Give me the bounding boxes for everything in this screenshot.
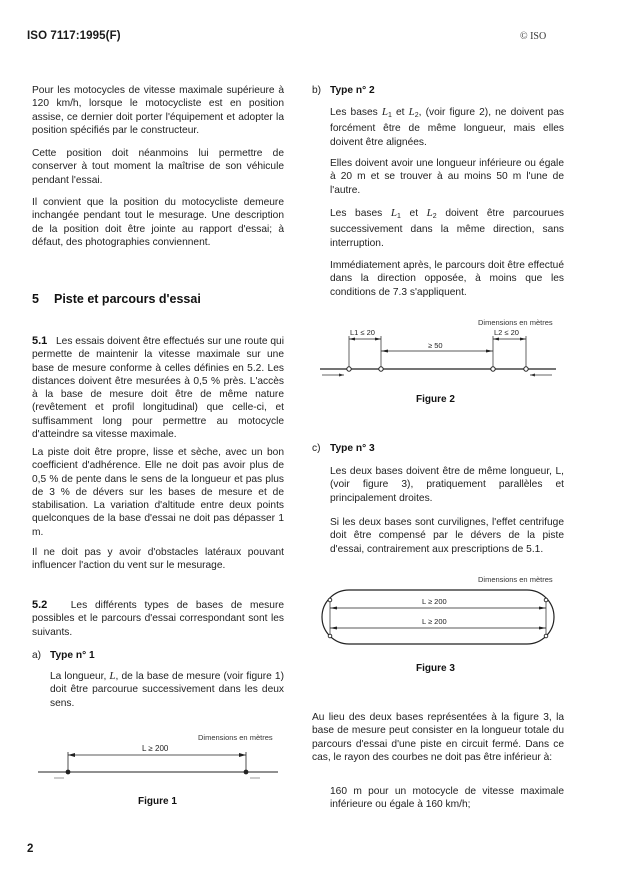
type3-paragraph-2: Si les deux bases sont curvilignes, l'effet centrifuge doit être compensé par le dévers de la piste d'essai, contrairement aux prescriptions de 5.1. (330, 517, 564, 555)
type2-paragraph-3 (330, 207, 564, 250)
type3-paragraph-1: Les deux bases doivent être de même longueur, L, (voir figure 3), pratiquement parallèles et principalement droites. (330, 466, 564, 504)
type2-paragraph-2: Elles doivent avoir une longueur inférieure ou égale à 20 m et se trouver à au moins 50 m l'une de l'autre. (330, 158, 564, 196)
figure2-caption: Figure 2 (416, 394, 455, 405)
type2-paragraph-4: Immédiatement après, le parcours doit être effectué dans la direction opposée, à moins que les conditions de 7.3 s'appliquent. (330, 260, 564, 298)
type2-p1-text-a: Les bases (330, 107, 382, 118)
type1-label: a) (32, 650, 42, 661)
document-id: ISO 7117:1995(F) (27, 30, 121, 42)
copyright-mark: © ISO (520, 31, 547, 42)
figure2-label-L2: L2 ≤ 20 (494, 328, 519, 337)
figure3-dimension-note: Dimensions en mètres (478, 575, 553, 584)
clause-5-2-paragraph (32, 599, 284, 639)
type1-title: Type n° 1 (50, 650, 95, 661)
figure1-diagram (30, 740, 290, 790)
page-number: 2 (27, 843, 34, 855)
type2-p3-text-b: et (400, 208, 427, 219)
var-L: L (109, 670, 116, 682)
figure2-label-gap: ≥ 50 (428, 341, 443, 350)
type3-title: Type n° 3 (330, 443, 375, 454)
figure3-diagram (318, 588, 568, 648)
type2-title: Type n° 2 (330, 85, 375, 96)
figure2-dimension-note: Dimensions en mètres (478, 318, 553, 327)
section-title: Piste et parcours d'essai (54, 292, 201, 306)
clause-5-1-paragraph-2: La piste doit être propre, lisse et sèche, avec un bon coefficient d'adhérence. Elle ne doit pas avoir plus de 0,5 % de pente dans le sens de la longueur et pas plus de 3 % de dévers sur les bases de mesure et de stabilisation. La variation d'altitude entre deux points quelconques de la base d'essai ne doit pas dépasser 1 m. (32, 447, 284, 538)
intro-paragraph-3: Il convient que la position du motocycliste demeure inchangée pendant tout le mesurage. Une description de la position doit être jointe au rapport d'essai; à défaut, des photographies conviennent. (32, 197, 284, 248)
clause-5-1-paragraph-3: Il ne doit pas y avoir d'obstacles latéraux pouvant influencer l'action du vent sur le mesurage. (32, 547, 284, 572)
figure1-caption: Figure 1 (138, 796, 177, 807)
section-heading (32, 292, 201, 306)
var-L2: L (408, 106, 415, 118)
subscript-1: 1 (397, 213, 401, 220)
type2-p3-text-c: doivent être parcourues successivement dans la même direction, sans interruption. (330, 208, 564, 249)
clause-number-5-1: 5.1 (32, 335, 48, 347)
clause-number-5-2: 5.2 (32, 599, 48, 611)
type2-p3-text-a: Les bases (330, 208, 391, 219)
closing-list-item-1: 160 m pour un motocycle de vitesse maximale inférieure ou égale à 160 km/h; (330, 786, 564, 811)
type2-label: b) (312, 85, 322, 96)
var-L1: L (390, 207, 397, 219)
var-L2: L (426, 207, 433, 219)
figure3-caption: Figure 3 (416, 663, 455, 674)
figure3-label-top: L ≥ 200 (422, 597, 447, 606)
type2-p1-text-c: , (voir figure 2), ne doivent pas forcément être de même longueur, mais elles doivent être alignées. (330, 107, 564, 148)
figure1-dimension-label: L ≥ 200 (142, 744, 169, 753)
intro-paragraph-2: Cette position doit néanmoins lui permettre de conserver à tout moment la maîtrise de son véhicule pendant l'essai. (32, 148, 284, 186)
figure2-label-L1: L1 ≤ 20 (350, 328, 375, 337)
type1-text-a: La longueur, (50, 671, 110, 682)
clause-5-1-paragraph (32, 335, 284, 441)
type1-paragraph (50, 670, 284, 710)
subscript-2: 2 (432, 213, 437, 220)
var-L1: L (381, 106, 388, 118)
type3-label: c) (312, 443, 321, 454)
type1-text-b: , de la base de mesure (voir figure 1) doit être parcourue successivement dans les deux sens. (50, 671, 284, 709)
closing-paragraph: Au lieu des deux bases représentées à la figure 3, la base de mesure peut consister en la longueur totale du parcours d'essai d'une piste en circuit fermé. Dans ce cas, le rayon des courbes ne doit pas être inférieur à: (312, 712, 564, 763)
intro-paragraph-1: Pour les motocycles de vitesse maximale supérieure à 120 km/h, lorsque le motocycliste est en position assise, ce dernier doit porter l'équipement et adopter la position spécifiés par le constructeur. (32, 85, 284, 136)
section-number: 5 (32, 292, 39, 306)
subscript-1: 1 (387, 112, 392, 119)
figure2-diagram (316, 326, 576, 382)
type2-paragraph-1 (330, 106, 564, 149)
figure1-dimension-note: Dimensions en mètres (198, 733, 273, 742)
clause-5-2-text: Les différents types de bases de mesure possibles et le parcours d'essai correspondant sont les suivants. (32, 600, 284, 638)
figure3-label-bottom: L ≥ 200 (422, 617, 447, 626)
type2-p1-text-b: et (391, 107, 409, 118)
clause-5-1-text: Les essais doivent être effectués sur une route qui permette de maintenir la vitesse maximale sur une base de mesure conforme à celles définies en 5.2. Les distances doivent être mesurées à 0,5 % près. L'accès à la base de mesure doit être de même nature (revêtement et profil longitudinal) que celle-ci, et suffisamment long pour permettre au motocycle d'atteindre sa vitesse maximale. (32, 336, 284, 441)
subscript-2: 2 (414, 112, 419, 119)
